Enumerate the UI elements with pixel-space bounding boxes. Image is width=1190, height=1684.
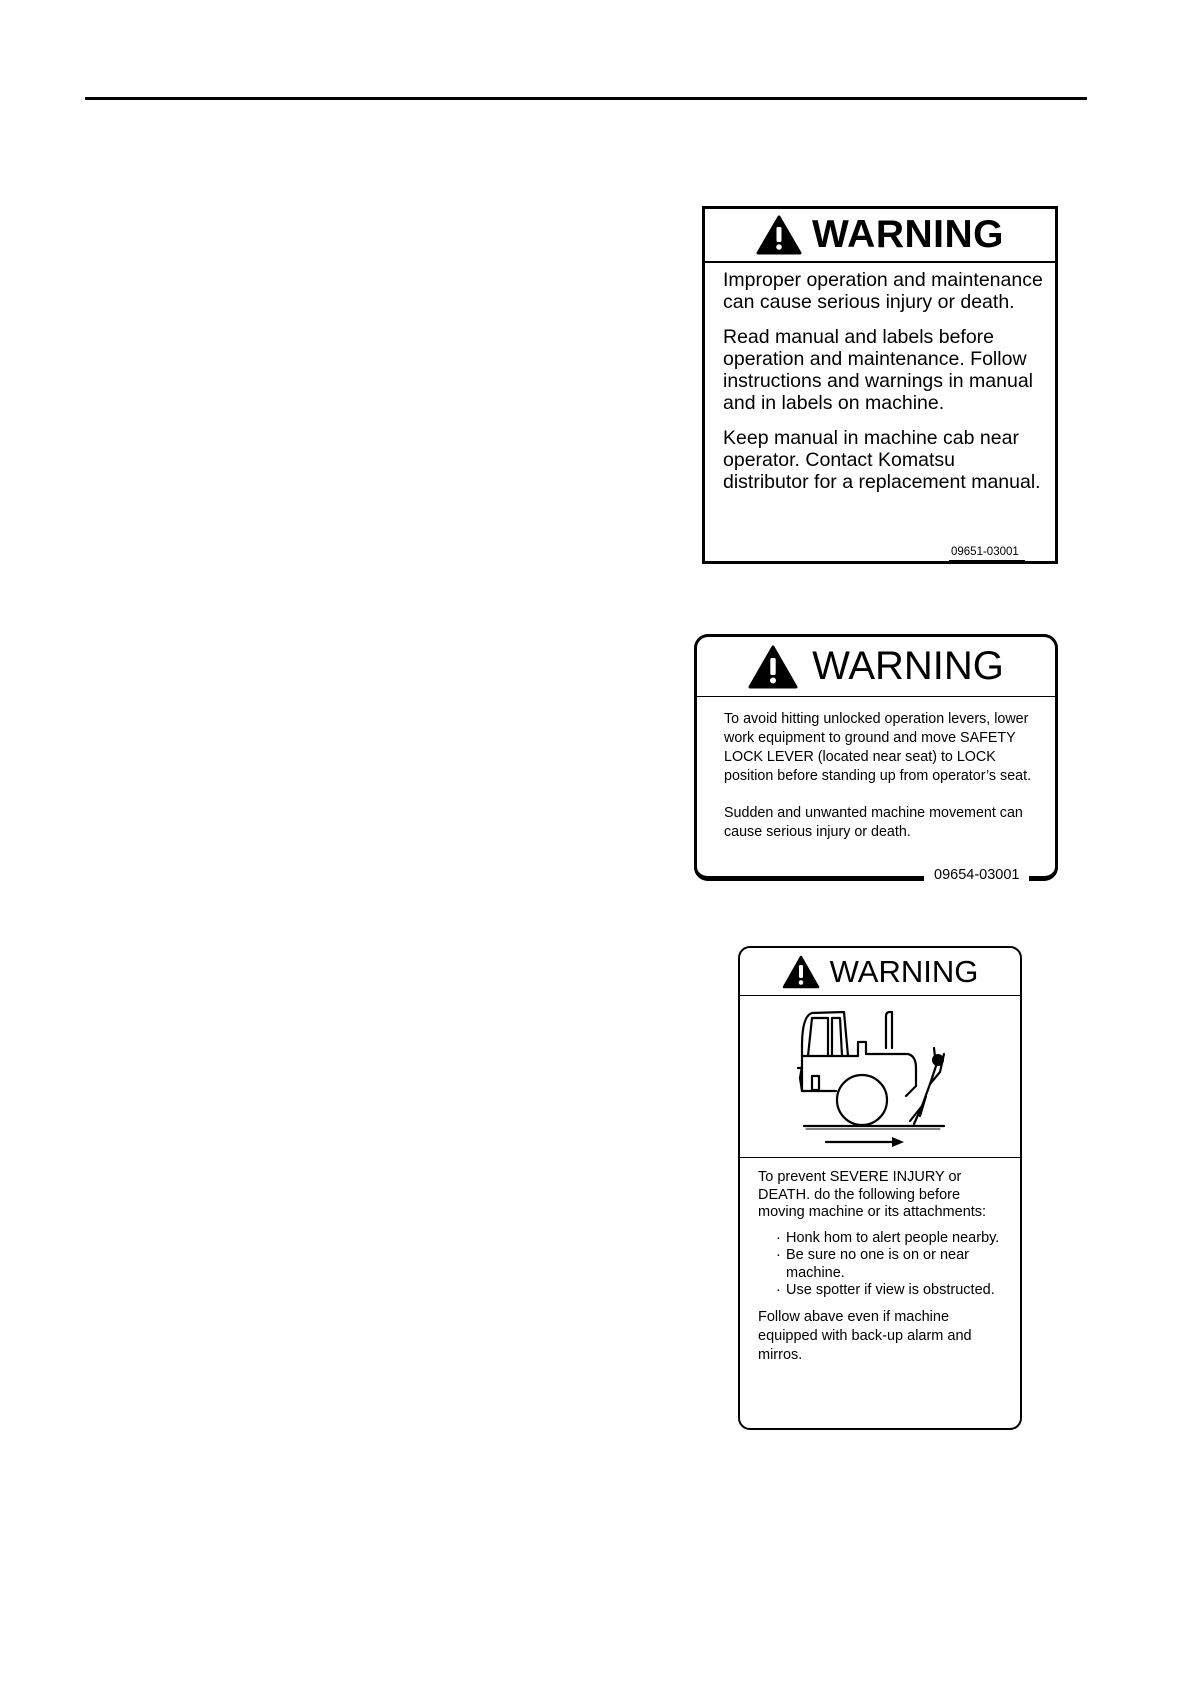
label-bottom-border	[694, 861, 1058, 881]
label-heading: WARNING	[812, 644, 1004, 688]
list-item: · Honk hom to alert people nearby.	[776, 1230, 1010, 1248]
label-paragraph: Keep manual in machine cab near operator. Contact Komatsu distributor for a replacement manual.	[723, 427, 1041, 493]
label-heading: WARNING	[829, 953, 979, 989]
top-rule	[85, 97, 1087, 100]
warning-triangle-icon	[748, 645, 798, 689]
part-number: 09654-03001	[934, 867, 1020, 883]
label-header	[705, 209, 1055, 263]
warning-label-manual	[702, 206, 1058, 564]
label-paragraph: Sudden and unwanted machine movement can cause serious injury or death.	[724, 805, 1023, 840]
label-heading: WARNING	[812, 213, 1004, 256]
label-body	[705, 263, 1055, 493]
list-item: · Use spotter if view is obstructed.	[776, 1282, 1010, 1300]
machine-pictogram	[740, 996, 1020, 1158]
label-footer: Follow abave even if machine equipped with back-up alarm and mirros.	[758, 1308, 972, 1363]
loader-running-over-person-icon	[740, 996, 1019, 1157]
warning-label-safety-lock	[694, 634, 1058, 881]
precaution-list	[758, 1230, 1010, 1300]
label-body	[740, 1158, 1020, 1365]
label-body	[697, 697, 1055, 842]
label-intro: To prevent SEVERE INJURY or DEATH. do the following before moving machine or its attachments:	[758, 1169, 987, 1220]
warning-triangle-icon	[782, 955, 820, 989]
label-header	[697, 637, 1055, 697]
list-item: · Be sure no one is on or near machine.	[776, 1247, 1010, 1282]
label-paragraph: Read manual and labels before operation and maintenance. Follow instructions and warnings in manual and in labels on machine.	[723, 326, 1034, 414]
part-number: 09651-03001	[949, 546, 1025, 561]
label-header	[740, 948, 1020, 996]
warning-label-moving-machine	[738, 946, 1022, 1430]
warning-triangle-icon	[756, 215, 802, 255]
label-paragraph: Improper operation and maintenance can cause serious injury or death.	[723, 269, 1043, 313]
label-paragraph: To avoid hitting unlocked operation levers, lower work equipment to ground and move SAFETY LOCK LEVER (located near seat) to LOCK position before standing up from operator’s seat.	[724, 711, 1032, 784]
